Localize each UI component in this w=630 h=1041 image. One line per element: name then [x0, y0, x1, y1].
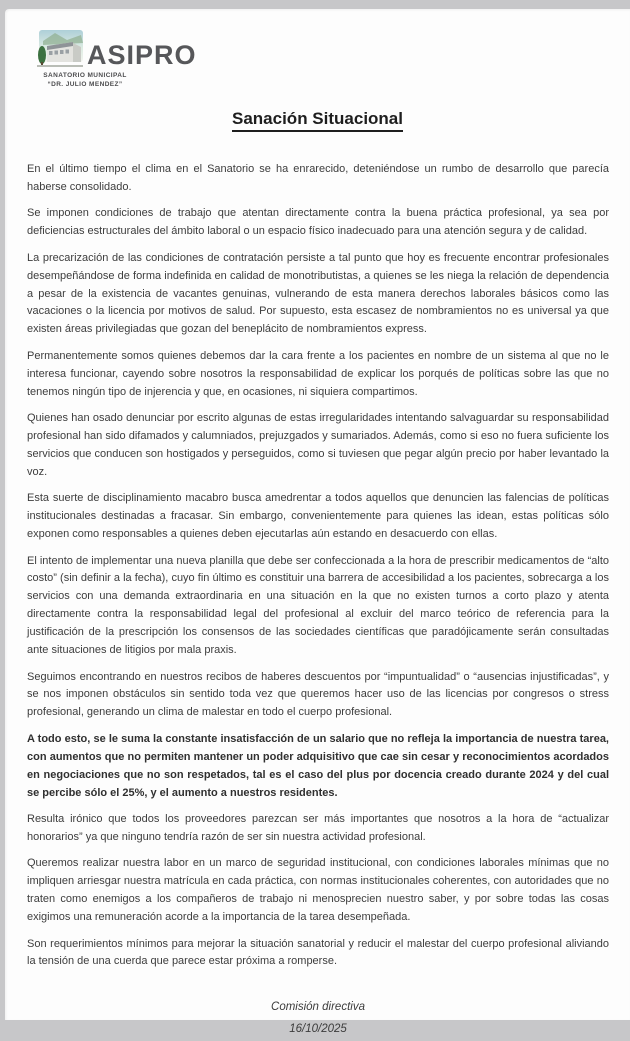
signature-date: 16/10/2025 [289, 1023, 347, 1036]
document-title: Sanación Situacional [232, 109, 403, 132]
logo-subtitle-line2: “DR. JULIO MENDEZ” [47, 80, 123, 88]
paragraph-1: En el último tiempo el clima en el Sanatorio se ha enrarecido, deteniéndose un rumbo de desarrollo que parecía haberse consolidado. [27, 163, 609, 193]
paragraph-4: Permanentemente somos quienes debemos dar la cara frente a los pacientes en nombre de un sistema al que no le interesa funcionar, cayendo sobre nosotros la responsabilidad de explicar los porqués de políticas sobre las que no tenemos ningún tipo de injerencia y que, en ocasiones, ni siquiera compartimos. [27, 349, 609, 398]
signature-block [27, 997, 609, 1041]
logo-building-icon [35, 29, 85, 74]
logo-subtitle-line1: SANATORIO MUNICIPAL [43, 72, 127, 79]
paragraph-7: El intento de implementar una nueva planilla que debe ser confeccionada a la hora de prescribir medicamentos de “alto costo” (sin definir a la fecha), cuyo fin último es constituir una barrera de accesibilidad a los pacientes, sobrecarga a los servicios con una demanda extraordinaria en una situación en la que no existen turnos a corto plazo y atenta directamente contra la responsabilidad legal del profesional al excluir del marco teórico de referencia para la justificación de la prescripción los consensos de las sociedades científicas que paradójicamente serán consultadas ante situaciones de litigios por mala praxis. [27, 554, 609, 657]
paragraph-9-bold: A todo esto, se le suma la constante insatisfacción de un salario que no refleja la importancia de nuestra tarea, con aumentos que no permiten mantener un poder adquisitivo que cae sin cesar y reconocimientos acordados en negociaciones que no son respetados, tal es el caso del plus por docencia creado durante 2024 y del cual se percibe sólo el 25%, y el aumento a nuestros residentes. [27, 732, 609, 799]
paragraph-11: Queremos realizar nuestra labor en un marco de seguridad institucional, con condiciones laborales mínimas que no impliquen arriesgar nuestra matrícula en cada práctica, con normas institucionales coherentes, con autoridades que no traten como enemigos a los compañeros de trabajo ni menosprecien nuestro saber, y por sobre todas las cosas exigimos una remuneración acorde a la importancia de la tarea desempeñada. [27, 857, 609, 924]
logo-name: ASIPRO [87, 40, 197, 70]
paragraph-3: La precarización de las condiciones de contratación persiste a tal punto que hoy es frecuente encontrar profesionales desempeñándose de forma indefinida en calidad de monotributistas, a quienes se les niega la relación de dependencia a pesar de la existencia de vacantes genuinas, vulnerando de esta manera derechos laborales básicos como las vacaciones o la licencia por motivos de salud. Por supuesto, esta escasez de nombramientos no es universal ya que existen áreas privilegiadas que gozan del beneplácito de nombramientos express. [27, 251, 609, 336]
paragraph-6: Esta suerte de disciplinamiento macabro busca amedrentar a todos aquellos que denuncien las falencias de políticas institucionales destinadas a fracasar. Sin embargo, convenientemente para quienes las idean, estas políticas sólo exponen como responsables a quienes deben ejecutarlas aún estando en desacuerdo con ellas. [27, 492, 609, 541]
document-page [5, 9, 630, 1036]
signature-author: Comisión directiva [271, 1001, 365, 1014]
paragraph-2: Se imponen condiciones de trabajo que atentan directamente contra la buena práctica profesional, ya sea por deficiencias estructurales del ámbito laboral o un espacio físico inadecuado para una atención segura y de calidad. [27, 207, 609, 238]
paragraph-10: Resulta irónico que todos los proveedores parezcan ser más importantes que nosotros a la hora de “actualizar honorarios” ya que ninguno tendría razón de ser sin nuestra actividad profesional. [27, 813, 609, 843]
paragraph-8: Seguimos encontrando en nuestros recibos de haberes descuentos por “impuntualidad” o “ausencias injustificadas”, y se nos imponen obstáculos sin sentido toda vez que queremos hacer uso de las licencias por congresos o stress profesional, generando un clima de malestar en todo el cuerpo profesional. [27, 670, 609, 719]
document-body [27, 161, 609, 1041]
paragraph-5: Quienes han osado denunciar por escrito algunas de estas irregularidades intentando salvaguardar su responsabilidad profesional han sido difamados y calumniados, prejuzgados y sumariados. Además, como si eso no fuera suficiente los servicios que conducen son hostigados y perseguidos, como si tuviesen que pegar algún precio por haber levantado la voz. [27, 412, 609, 478]
paragraph-12: Son requerimientos mínimos para mejorar la situación sanatorial y reducir el malestar del cuerpo profesional aliviando la tensión de una cuerda que parece estar próxima a romperse. [27, 937, 609, 968]
logo [35, 29, 205, 90]
